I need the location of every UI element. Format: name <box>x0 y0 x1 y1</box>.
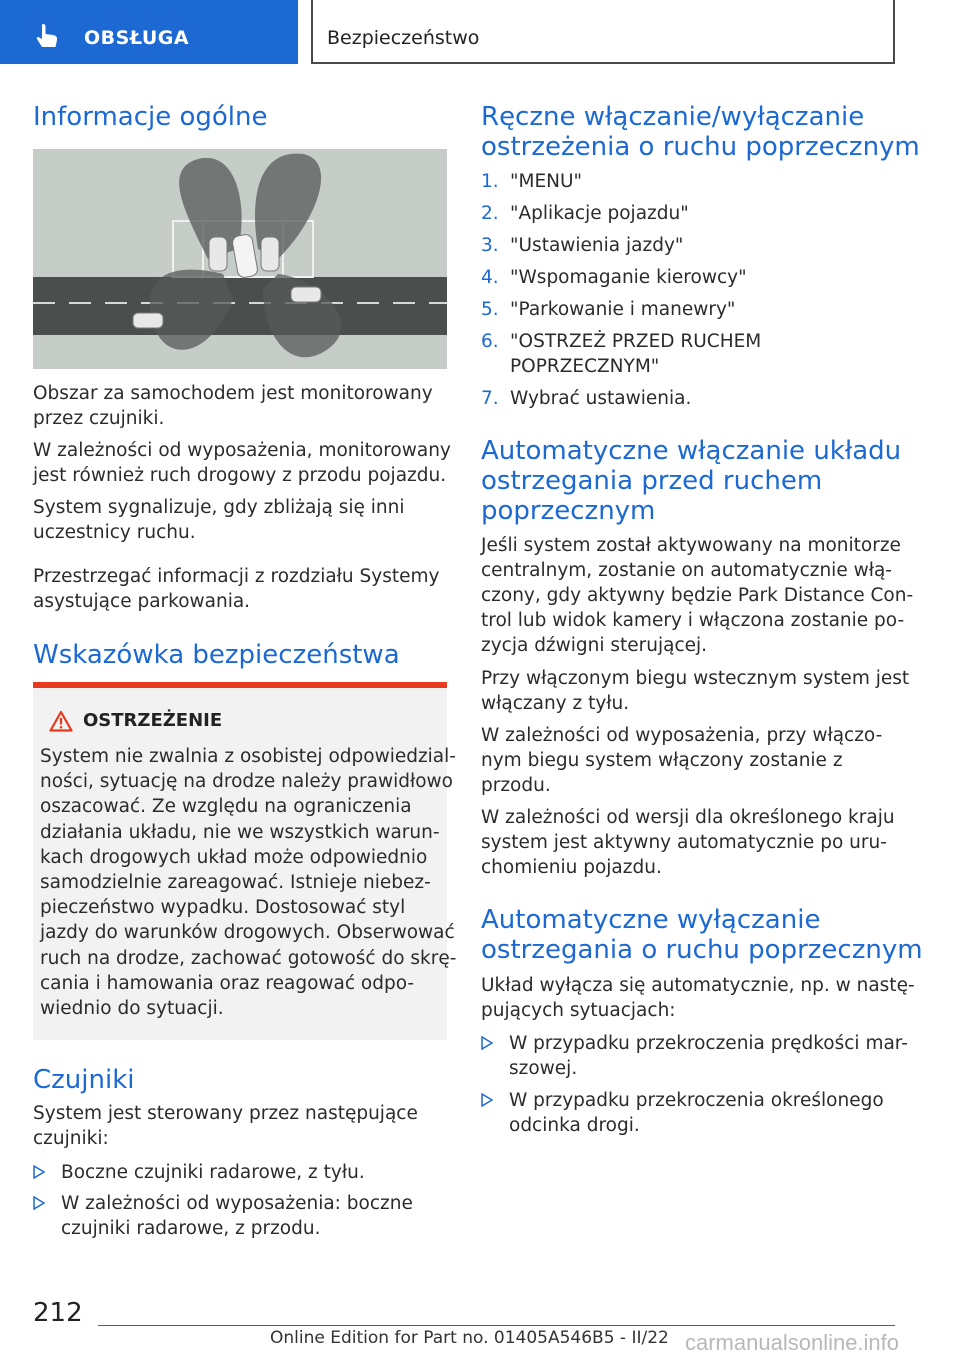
list-item-line-2: szowej. <box>509 1058 578 1079</box>
list-item-text <box>509 1088 884 1138</box>
auto-on-para-1-line: Jeśli system został aktywowany na monitorze <box>481 535 901 556</box>
list-item-line-1: W zależności od wyposażenia: boczne <box>61 1193 413 1214</box>
chapter-header <box>311 0 895 64</box>
sensors-heading: Czujniki <box>33 1065 135 1095</box>
warning-line: ności, sytuację na drodze należy prawidłowo <box>40 771 453 793</box>
auto-on-para-4 <box>481 805 895 880</box>
auto-on-para-1-line: trol lub widok kamery i włączona zostanie po- <box>481 610 905 631</box>
general-para-2 <box>33 438 451 488</box>
auto-on-para-2 <box>481 666 909 716</box>
auto-on-para-4-line: W zależności od wersji dla określonego kraju <box>481 807 895 828</box>
sensors-intro-line-2: czujniki: <box>33 1128 109 1149</box>
page-number: 212 <box>33 1298 83 1328</box>
auto-off-heading <box>481 905 923 965</box>
list-item-line-1: W przypadku przekroczenia określonego <box>509 1090 884 1111</box>
warning-line: wiednio do sytuacji. <box>40 998 224 1020</box>
auto-on-para-3-line: W zależności od wyposażenia, przy włączo- <box>481 725 883 746</box>
sensors-intro-line-1: System jest sterowany przez następujące <box>33 1103 418 1124</box>
auto-on-para-1-line: czony, gdy aktywny będzie Park Distance Con- <box>481 585 914 606</box>
warning-triangle-icon <box>49 710 73 732</box>
auto-on-heading <box>481 436 901 526</box>
step-text: "Ustawienia jazdy" <box>510 235 684 256</box>
step-text <box>510 329 761 379</box>
warning-line: System nie zwalnia z osobistej odpowiedzial- <box>40 746 456 767</box>
bullet-triangle-icon <box>481 1036 493 1050</box>
parking-scene-drawing <box>33 149 447 369</box>
step-text: "MENU" <box>510 171 583 192</box>
auto-on-heading-line-3: poprzecznym <box>481 496 656 526</box>
list-item-line-2: czujniki radarowe, z przodu. <box>61 1218 321 1239</box>
auto-on-para-2-line: Przy włączonym biegu wstecznym system jest <box>481 668 910 689</box>
step-text: "Aplikacje pojazdu" <box>510 203 689 224</box>
general-para-1-line-1: Obszar za samochodem jest monitorowany <box>33 383 433 404</box>
step-number: 3. <box>481 235 499 256</box>
step-number: 1. <box>481 171 499 192</box>
auto-off-intro <box>481 973 915 1023</box>
step-text: "Wspomaganie kierowcy" <box>510 267 747 288</box>
warning-line: działania układu, nie we wszystkich warun- <box>40 821 440 843</box>
list-item-line-2: odcinka drogi. <box>509 1115 640 1136</box>
auto-on-para-2-line: włączany z tyłu. <box>481 693 630 714</box>
auto-off-intro-line-2: pujących sytuacjach: <box>481 1000 676 1021</box>
auto-on-para-1-line: zycja dźwigni sterującej. <box>481 635 708 656</box>
step-number: 7. <box>481 388 499 409</box>
general-para-2-line-1: W zależności od wyposażenia, monitorowany <box>33 440 451 461</box>
auto-on-para-4-line: chomieniu pojazdu. <box>481 857 662 878</box>
manual-toggle-heading-line-1: Ręczne włączanie/wyłączanie <box>481 102 865 132</box>
general-info-heading: Informacje ogólne <box>33 102 268 132</box>
list-item-text <box>509 1031 908 1081</box>
section-tab-label: OBSŁUGA <box>84 27 190 49</box>
edition-note: Online Edition for Part no. 01405A546B5 - II/22 <box>270 1328 669 1348</box>
step-number: 4. <box>481 267 499 288</box>
chapter-title: Bezpieczeństwo <box>327 27 480 49</box>
warning-line: kach drogowych układ może odpowiednio <box>40 846 428 868</box>
auto-off-heading-line-2: ostrzegania o ruchu poprzecznym <box>481 935 923 965</box>
safety-heading: Wskazówka bezpieczeństwa <box>33 640 400 670</box>
step-text: "Parkowanie i manewry" <box>510 299 736 320</box>
manual-toggle-heading <box>481 102 920 162</box>
general-para-3 <box>33 495 404 545</box>
list-item-line-1: W przypadku przekroczenia prędkości mar- <box>509 1033 908 1054</box>
bullet-triangle-icon <box>481 1093 493 1107</box>
list-item-text <box>61 1191 413 1241</box>
step-number: 2. <box>481 203 499 224</box>
auto-on-para-3 <box>481 723 882 798</box>
auto-off-heading-line-1: Automatyczne wyłączanie <box>481 905 821 935</box>
general-para-1 <box>33 381 433 431</box>
general-para-4 <box>33 564 439 614</box>
warning-text <box>40 744 456 1021</box>
warning-box <box>33 682 457 1040</box>
step-text: Wybrać ustawienia. <box>510 388 692 409</box>
general-para-3-line-2: uczestnicy ruchu. <box>33 522 196 543</box>
section-tab <box>0 0 298 64</box>
auto-on-para-1 <box>481 533 913 658</box>
general-para-1-line-2: przez czujniki. <box>33 408 165 429</box>
bullet-triangle-icon <box>33 1196 45 1210</box>
step-text-line-2: POPRZECZNYM" <box>510 356 660 377</box>
list-item-text: Boczne czujniki radarowe, z tyłu. <box>61 1162 365 1183</box>
warning-line: oszacować. Ze względu na ograniczenia <box>40 796 412 818</box>
step-number: 5. <box>481 299 499 320</box>
warning-title: OSTRZEŻENIE <box>83 710 223 731</box>
step-number: 6. <box>481 331 499 352</box>
warning-line: cania i hamowania oraz reagować odpo- <box>40 972 415 994</box>
general-para-3-line-1: System sygnalizuje, gdy zbliżają się inni <box>33 497 405 518</box>
auto-on-para-3-line: przodu. <box>481 775 551 796</box>
auto-on-para-1-line: centralnym, zostanie on automatycznie włą- <box>481 560 892 581</box>
bullet-triangle-icon <box>33 1165 45 1179</box>
step-text-line-1: "OSTRZEŻ PRZED RUCHEM <box>510 331 762 352</box>
auto-on-heading-line-1: Automatyczne włączanie układu <box>481 436 902 466</box>
watermark[interactable]: carmanualsonline.info <box>685 1330 900 1355</box>
auto-on-para-4-line: system jest aktywny automatycznie po uru- <box>481 832 887 853</box>
auto-on-heading-line-2: ostrzegania przed ruchem <box>481 466 823 496</box>
auto-off-intro-line-1: Układ wyłącza się automatycznie, np. w nastę- <box>481 975 915 996</box>
general-para-4-line-1: Przestrzegać informacji z rozdziału Systemy <box>33 566 440 587</box>
warning-line: jazdy do warunków drogowych. Obserwować <box>40 922 455 944</box>
radar-coverage-illustration <box>33 149 447 369</box>
sensors-intro <box>33 1101 418 1151</box>
hand-pointer-icon <box>34 22 62 50</box>
warning-line: ruch na drodze, zachować gotowość do skrę- <box>40 947 457 969</box>
general-para-2-line-2: jest również ruch drogowy z przodu pojazdu. <box>33 465 447 486</box>
general-para-4-line-2: asystujące parkowania. <box>33 591 251 612</box>
warning-line: samodzielnie zareagować. Istnieje niebez- <box>40 872 431 894</box>
footer-divider <box>98 1325 895 1326</box>
auto-on-para-3-line: nym biegu system włączony zostanie z <box>481 750 843 771</box>
warning-line: pieczeństwo wypadku. Dostosować styl <box>40 897 406 919</box>
manual-toggle-heading-line-2: ostrzeżenia o ruchu poprzecznym <box>481 132 920 162</box>
